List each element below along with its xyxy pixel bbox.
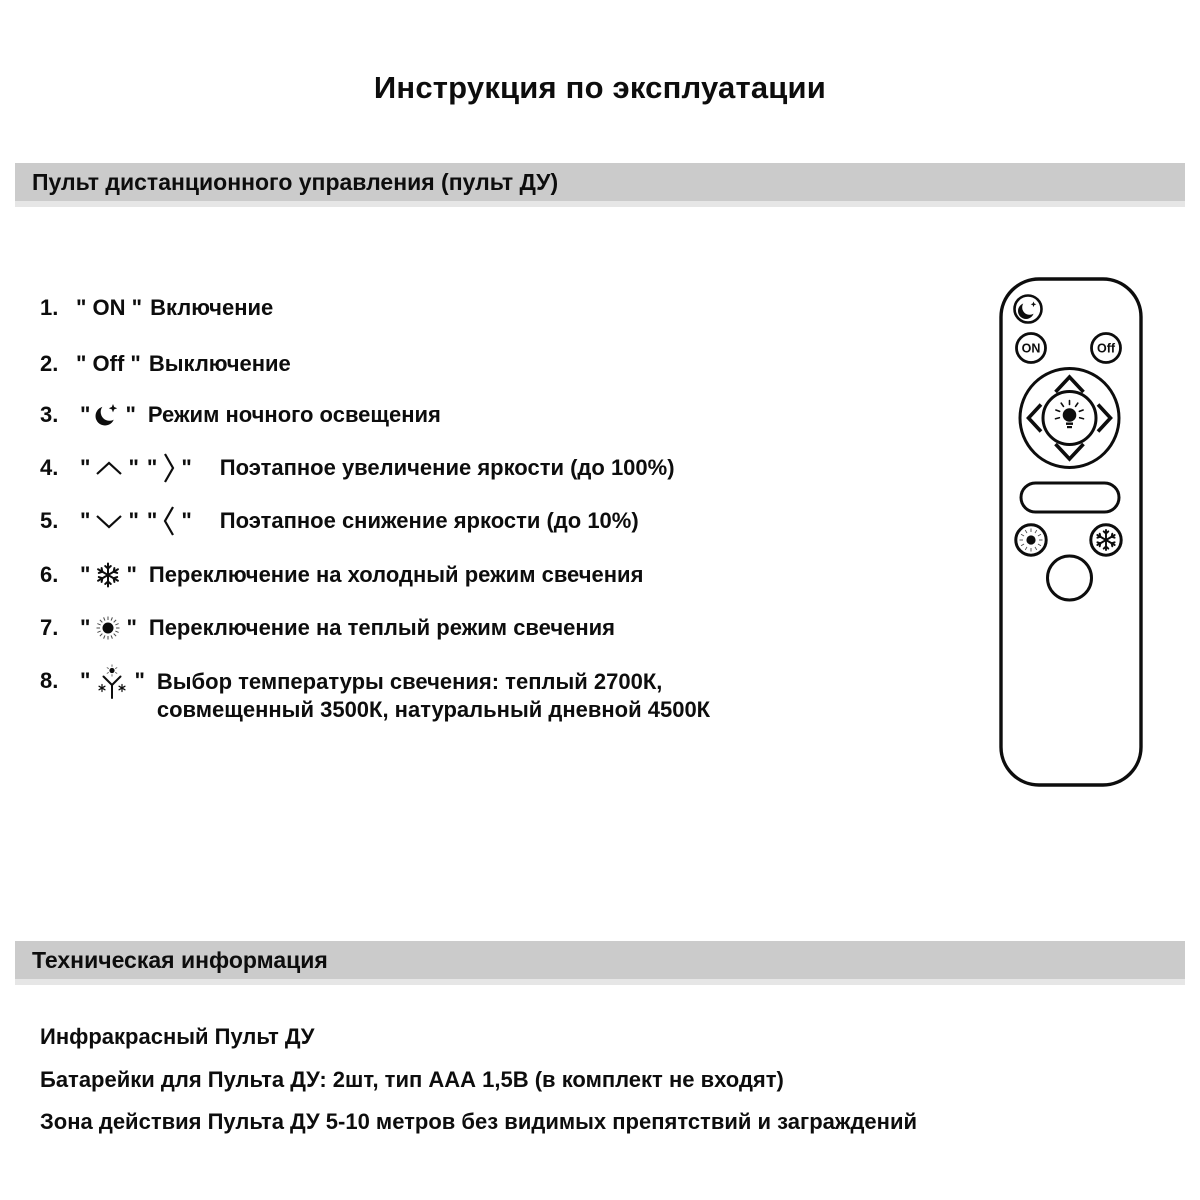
moon-icon bbox=[94, 401, 121, 429]
section-header-tech bbox=[15, 941, 1185, 985]
chevron-up-icon bbox=[94, 460, 124, 477]
item-number: 1. bbox=[40, 295, 59, 320]
list-item-cold-mode bbox=[40, 560, 643, 590]
quote-mark: " bbox=[146, 508, 158, 533]
quote-mark: " bbox=[181, 508, 192, 533]
quote-mark: " bbox=[128, 508, 139, 533]
quote-mark: " bbox=[126, 562, 137, 587]
remote-on-label: ON bbox=[1021, 341, 1041, 356]
list-item-brightness-down bbox=[40, 506, 639, 536]
angle-left-icon bbox=[161, 504, 177, 538]
item-number: 6. bbox=[40, 562, 59, 587]
quote-mark: " bbox=[126, 615, 137, 640]
quote-mark: " bbox=[125, 402, 136, 427]
section-header-remote-label: Пульт дистанционного управления (пульт ДУ) bbox=[32, 168, 559, 195]
list-item-warm-mode bbox=[40, 613, 615, 643]
color-temperature-icon bbox=[94, 664, 130, 702]
page-title: Инструкция по эксплуатации bbox=[373, 70, 827, 105]
item-label: Включение bbox=[150, 295, 274, 320]
quote-mark: " bbox=[80, 508, 91, 533]
item-label bbox=[157, 668, 710, 724]
quote-mark: " bbox=[146, 455, 158, 480]
section-header-remote bbox=[15, 163, 1185, 207]
remote-sun-button bbox=[1016, 525, 1046, 555]
remote-control-illustration bbox=[998, 276, 1145, 789]
list-item-off bbox=[40, 349, 291, 379]
snowflake-icon bbox=[94, 561, 122, 589]
quote-mark: " bbox=[80, 615, 91, 640]
item-label-line2: совмещенный 3500К, натуральный дневной 4500К bbox=[156, 697, 711, 722]
item-number: 7. bbox=[40, 615, 59, 640]
item-label: Переключение на теплый режим свечения bbox=[148, 615, 616, 640]
angle-right-icon bbox=[161, 451, 177, 485]
on-button-label: " ON " bbox=[76, 295, 143, 320]
item-label: Переключение на холодный режим свечения bbox=[148, 562, 644, 587]
quote-mark: " bbox=[80, 562, 91, 587]
item-label: Режим ночного освещения bbox=[147, 402, 441, 427]
list-item-on bbox=[40, 293, 273, 323]
quote-mark: " bbox=[181, 455, 192, 480]
section-header-tech-label: Техническая информация bbox=[32, 946, 328, 973]
list-item-brightness-up bbox=[40, 453, 675, 483]
quote-mark: " bbox=[80, 455, 91, 480]
tech-info-line: Батарейки для Пульта ДУ: 2шт, тип ААА 1,5В (в комплект не входят) bbox=[40, 1067, 784, 1092]
tech-info-line: Зона действия Пульта ДУ 5-10 метров без видимых препятствий и заграждений bbox=[40, 1109, 918, 1134]
list-item-color-temperature bbox=[40, 668, 710, 724]
list-item-night-mode bbox=[40, 400, 441, 430]
quote-mark: " bbox=[134, 668, 145, 693]
item-number: 8. bbox=[40, 668, 59, 693]
item-label: Выключение bbox=[148, 351, 291, 376]
item-label: Поэтапное снижение яркости (до 10%) bbox=[219, 508, 639, 533]
item-number: 5. bbox=[40, 508, 59, 533]
quote-mark: " bbox=[80, 402, 91, 427]
chevron-down-icon bbox=[94, 513, 124, 530]
item-number: 3. bbox=[40, 402, 59, 427]
off-button-label: " Off " bbox=[76, 351, 141, 376]
item-number: 2. bbox=[40, 351, 59, 376]
sun-icon bbox=[94, 614, 122, 642]
item-number: 4. bbox=[40, 455, 59, 480]
quote-mark: " bbox=[128, 455, 139, 480]
remote-off-label: Off bbox=[1096, 341, 1116, 356]
item-label-line1: Выбор температуры свечения: теплый 2700К, bbox=[156, 669, 663, 694]
tech-info-line: Инфракрасный Пульт ДУ bbox=[40, 1024, 315, 1049]
quote-mark: " bbox=[80, 668, 91, 693]
item-label: Поэтапное увеличение яркости (до 100%) bbox=[219, 455, 675, 480]
